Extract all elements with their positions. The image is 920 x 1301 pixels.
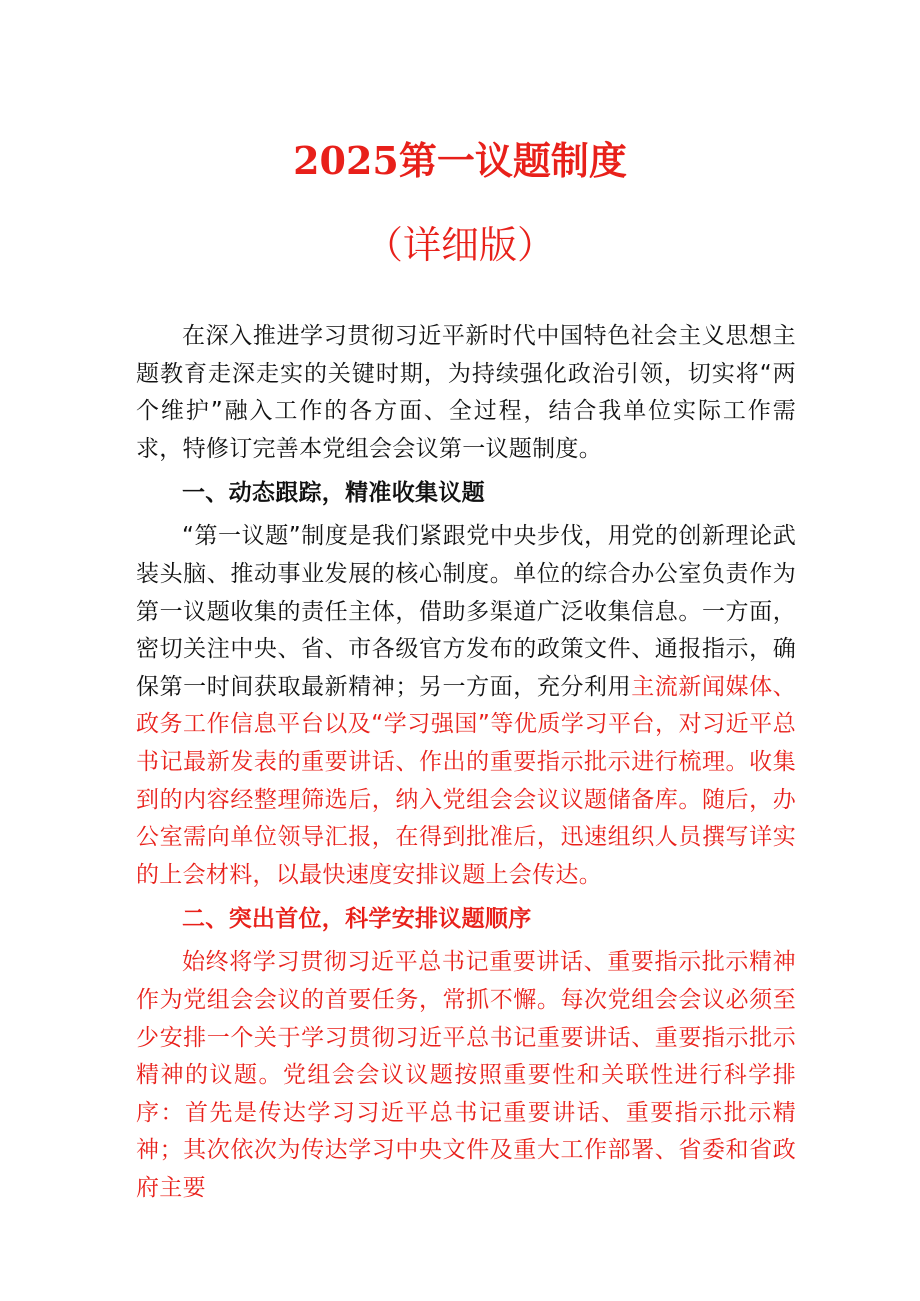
intro-paragraph: 在深入推进学习贯彻习近平新时代中国特色社会主义思想主题教育走深走实的关键时期，为持续强化政治引领，切实将“两个维护”融入工作的各方面、全过程，结合我单位实际工作需求，特修订完善本党组会会议第一议题制度。 <box>136 323 796 462</box>
document-subtitle: （详细版） <box>364 223 555 267</box>
section1-text-black: “第一议题”制度是我们紧跟党中央步伐，用党的创新理论武装头脑、推动事业发展的核心制度。单位的综合办公室负责作为第一议题收集的责任主体，借助多渠道广泛收集信息。一方面，密切关注中央、省、市各级官方发布的政策文件、通报指示，确保第一时间获取最新精神；另一方面，充分利用 <box>136 523 796 700</box>
document-title: 2025第一议题制度 <box>293 138 627 183</box>
section2-paragraph: 始终将学习贯彻习近平总书记重要讲话、重要指示批示精神作为党组会会议的首要任务，常抓不懈。每次党组会会议必须至少安排一个关于学习贯彻习近平总书记重要讲话、重要指示批示精神的议题。党组会会议议题按照重要性和关联性进行科学排序：首先是传达学习习近平总书记重要讲话、重要指示批示精神；其次依次为传达学习中央文件及重大工作部署、省委和省政府主要 <box>136 949 796 1201</box>
document-body <box>136 318 796 1207</box>
section1-paragraph <box>136 518 796 894</box>
section1-heading: 一、动态跟踪，精准收集议题 <box>182 480 485 507</box>
section1-text-red: 主流新闻媒体、政务工作信息平台以及“学习强国”等优质学习平台，对习近平总书记最新发表的重要讲话、作出的重要指示批示进行梳理。收集到的内容经整理筛选后，纳入党组会会议议题储备库。随后，办公室需向单位领导汇报，在得到批准后，迅速组织人员撰写详实的上会材料，以最快速度安排议题上会传达。 <box>136 673 796 888</box>
section2-heading: 二、突出首位，科学安排议题顺序 <box>182 906 532 933</box>
